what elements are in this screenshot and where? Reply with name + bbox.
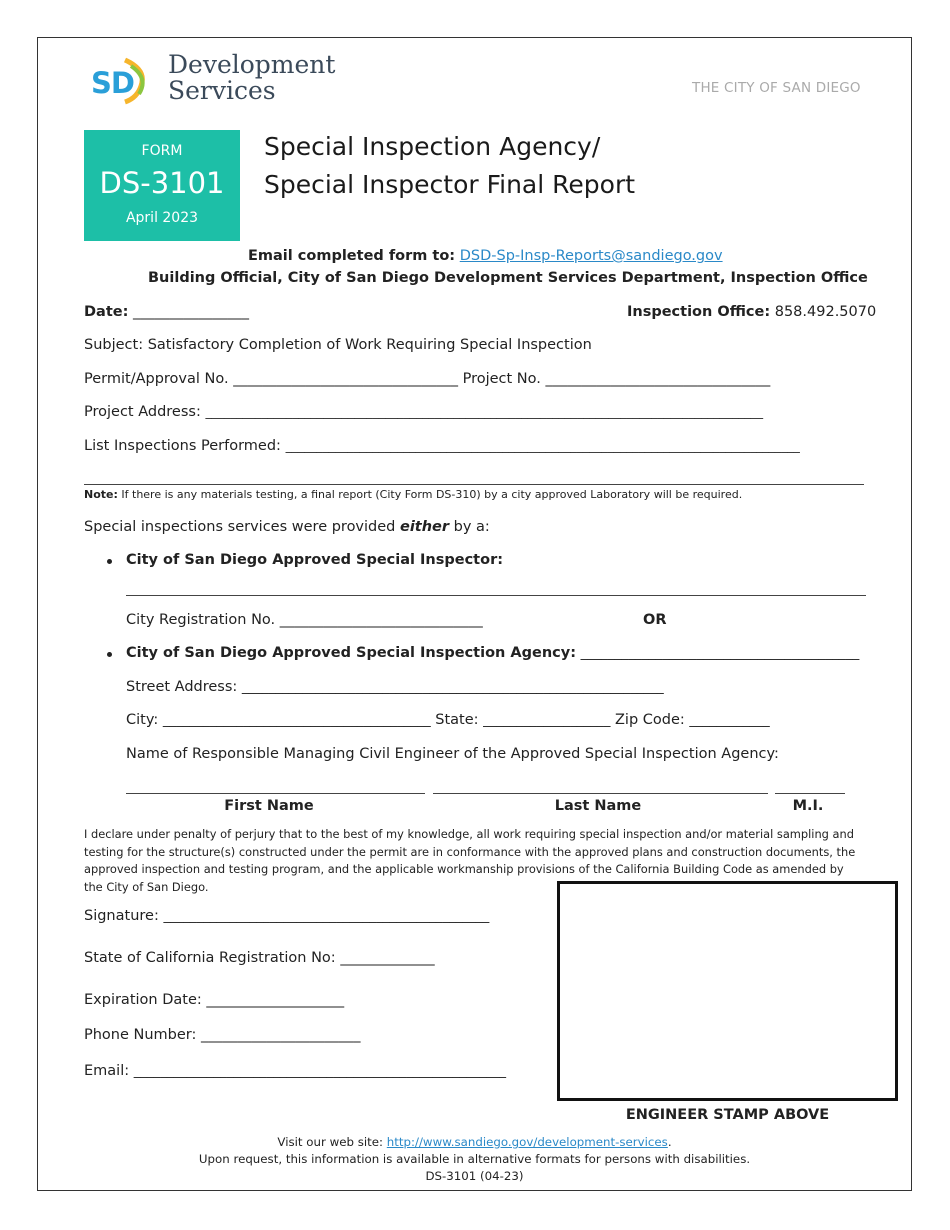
city-reg-blank[interactable]: ____________________________ [279, 612, 483, 628]
logo-line-2: Services [168, 76, 276, 105]
permit-blank[interactable]: _______________________________ [233, 371, 458, 387]
submission-email-link[interactable]: DSD-Sp-Insp-Reports@sandiego.gov [459, 248, 723, 264]
date-field[interactable] [84, 304, 249, 320]
permit-project-row[interactable] [84, 371, 770, 387]
project-address-row[interactable] [84, 404, 763, 420]
zip-label: Zip Code: [615, 712, 685, 728]
agency-row[interactable] [126, 645, 859, 661]
engineer-label: Name of Responsible Managing Civil Engineer of the Approved Special Inspection Agency: [126, 746, 779, 762]
last-name-line[interactable] [433, 793, 768, 794]
ca-reg-blank[interactable]: _____________ [340, 950, 435, 966]
city-reg-row[interactable] [126, 612, 483, 628]
stamp-caption: ENGINEER STAMP ABOVE [625, 1107, 830, 1123]
address-blank[interactable]: __________________________________________________________________________________________ [205, 404, 764, 419]
inspection-office-phone: 858.492.5070 [774, 304, 877, 320]
form-title-line-1: Special Inspection Agency/ [264, 132, 601, 161]
services-intro [84, 519, 490, 535]
email-label: Email completed form to: [248, 248, 456, 264]
form-id-box [84, 130, 240, 241]
inspections-line-2[interactable] [84, 484, 864, 485]
ca-reg-label: State of California Registration No: [84, 950, 336, 966]
development-services-logo [91, 50, 336, 112]
city-name: THE CITY OF SAN DIEGO [692, 80, 861, 96]
inspection-office [627, 304, 876, 320]
email-row[interactable] [84, 1063, 506, 1079]
logo-arc-icon [121, 56, 151, 106]
visit-prefix: Visit our web site: [277, 1135, 384, 1149]
agency-label: City of San Diego Approved Special Inspection Agency: [126, 645, 577, 661]
city-state-zip-row[interactable] [126, 712, 770, 728]
city-label: City: [126, 712, 159, 728]
signature-row[interactable] [84, 908, 489, 924]
city-reg-label: City Registration No. [126, 612, 276, 628]
footer-form-code: DS-3101 (04-23) [425, 1169, 524, 1183]
note-text: If there is any materials testing, a final report (City Form DS-310) by a city approved Laboratory will be required. [121, 488, 743, 501]
recipient: Building Official, City of San Diego Development Services Department, Inspection Office [148, 270, 868, 286]
permit-label: Permit/Approval No. [84, 371, 229, 387]
visit-suffix: . [667, 1135, 672, 1149]
email-field-label: Email: [84, 1063, 130, 1079]
street-blank[interactable]: _______________________________________________________________ [241, 680, 664, 695]
intro-suffix: by a: [453, 519, 490, 535]
signature-label: Signature: [84, 908, 159, 924]
form-date: April 2023 [125, 210, 199, 226]
mi-line[interactable] [775, 793, 845, 794]
note-label: Note: [84, 488, 118, 501]
declaration-text: I declare under penalty of perjury that to the best of my knowledge, all work requiring special inspection and/or material sampling and testing for the structure(s) constructed under the permit are in conformance with the approved plans and construction documents, the approved inspection and testing program, and the applicable workmanship provisions of the California Building Code as amended by the City of San Diego. [84, 827, 856, 894]
agency-blank[interactable]: _________________________________________ [580, 645, 860, 661]
project-blank[interactable]: _______________________________ [545, 371, 771, 387]
email-instruction [248, 248, 723, 264]
inspections-label: List Inspections Performed: [84, 438, 281, 454]
intro-prefix: Special inspections services were provided [84, 519, 396, 535]
form-label: FORM [141, 143, 183, 159]
mi-caption: M.I. [792, 798, 824, 814]
note [84, 488, 742, 501]
logo-mark: SD [91, 66, 134, 100]
engineer-stamp-box[interactable] [557, 881, 898, 1101]
state-blank[interactable]: ___________________ [483, 713, 611, 728]
expiration-blank[interactable]: ___________________ [206, 992, 345, 1008]
subject-line: Subject: Satisfactory Completion of Work Requiring Special Inspection [84, 337, 592, 353]
street-row[interactable] [126, 679, 664, 695]
first-name-line[interactable] [126, 793, 425, 794]
inspector-label: City of San Diego Approved Special Inspector: [126, 552, 504, 568]
inspections-row[interactable] [84, 438, 800, 454]
phone-blank[interactable]: ______________________ [201, 1027, 361, 1043]
intro-emphasis: either [399, 519, 450, 535]
zip-blank[interactable]: ____________ [689, 713, 770, 728]
first-name-caption: First Name [224, 798, 314, 814]
phone-label: Phone Number: [84, 1027, 197, 1043]
last-name-caption: Last Name [554, 798, 642, 814]
form-title-line-2: Special Inspector Final Report [264, 170, 636, 199]
address-label: Project Address: [84, 404, 201, 420]
street-label: Street Address: [126, 679, 238, 695]
form-number: DS-3101 [99, 166, 225, 200]
date-blank[interactable]: ________________ [133, 304, 249, 320]
inspections-blank[interactable]: ___________________________________________________________________________________ [285, 438, 800, 453]
inspection-office-label: Inspection Office: [627, 304, 771, 320]
or-separator: OR [643, 612, 667, 628]
date-label: Date: [84, 304, 129, 320]
footer-visit [37, 1135, 912, 1149]
phone-row[interactable] [84, 1027, 361, 1043]
email-blank[interactable]: ________________________________________________________ [133, 1064, 507, 1079]
expiration-label: Expiration Date: [84, 992, 202, 1008]
state-label: State: [435, 712, 479, 728]
bullet-icon [107, 652, 112, 657]
website-link[interactable]: http://www.sandiego.gov/development-services [386, 1135, 668, 1149]
footer-accessibility: Upon request, this information is available in alternative formats for persons with disabilities. [198, 1152, 751, 1166]
bullet-icon [107, 559, 112, 564]
inspector-name-line[interactable] [126, 595, 866, 596]
logo-line-1: Development [168, 50, 336, 79]
project-label: Project No. [462, 371, 541, 387]
signature-blank[interactable]: _________________________________________________ [163, 909, 490, 924]
ca-reg-row[interactable] [84, 950, 435, 966]
city-blank[interactable]: ________________________________________ [162, 713, 431, 728]
expiration-row[interactable] [84, 992, 344, 1008]
